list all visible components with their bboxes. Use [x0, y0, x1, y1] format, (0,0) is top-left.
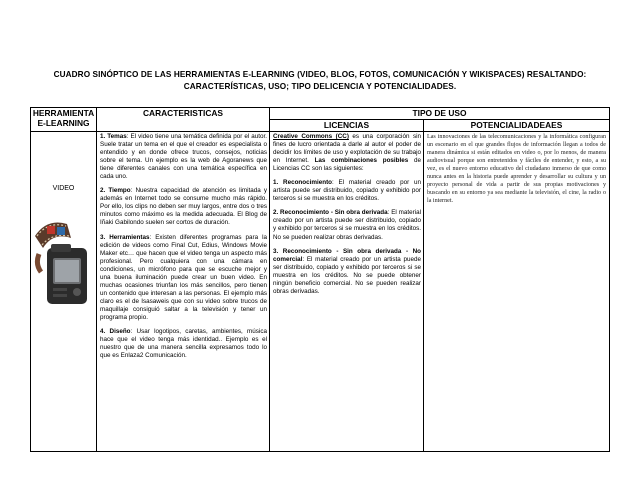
licencias-cell [270, 132, 424, 452]
licencias-intro: Creative Commons (CC) es una corporación sin fines de lucro orientada a darle al autor el poder de decidir los límites de uso y explotación de su trabajo en Internet. Las combinaciones posibles de Licencias CC son las siguientes: [273, 133, 422, 173]
camera-with-film-icon [33, 214, 95, 310]
caracteristica-item: 1. Temas: El video tiene una temática definida por el autor. Suele tratar un tema en el que el creador es especialista o entendido y en donde ofrece trucos, consejos, noticias sobre el tema. Un ejemplo es la web de Agoranews que tiene diferentes canales con una temática específica en cada uno. [100, 133, 267, 181]
page-title: CUADRO SINÓPTICO DE LAS HERRAMIENTAS E-LEARNING (VIDEO, BLOG, FOTOS, COMUNICACIÓN Y WIKISPACES) RESALTANDO: CARACTERÍSTICAS, USO; TIPO DELICENCIA Y POTENCIALIDADES. [53, 70, 587, 91]
caracteristicas-cell [97, 132, 270, 452]
caracteristica-item: 2. Tiempo: Nuestra capacidad de atención es limitada y además en Internet todo se consume mucho más rápido. Por ello, los clips no deben ser muy largos, entre dos o tres minutos como máximo es la medida adecuada. El Blog de Iñaki Gabilondo suelen ser cortos de duración. [100, 187, 267, 227]
synoptic-table [30, 107, 610, 452]
licencia-item: 1. Reconocimiento: El material creado por un artista puede ser distribuido, copiado y exhibido por terceros si se muestra en los créditos. [273, 179, 421, 203]
potencialidades-cell: Las innovaciones de las telecomunicaciones y la informática configuran un escenario en el que grandes flujos de información llegan a todos de manera dinámica si están editados en video o, por lo menos, de manera audiovisual porque son entretenidos y fáciles de entender, y esto, a su vez, es el nuevo entorno educativo del ciudadano inmerso de que como nunca antes en la historia puede aprender y desarrollar su cultura y un proyecto personal de vida a partir de sus propias motivaciones y buscando en su entorno ya sea mediante la televisión, el cine, la radio o la internet. [424, 132, 610, 452]
licencia-item: 3. Reconocimiento - Sin obra derivada - No comercial: El material creado por un artista puede ser distribuido, copiado y exhibido por terceros si se muestra en los créditos. No se puede obtener ningún beneficio comercial. No se pueden realizar obras derivadas. [273, 247, 421, 295]
caracteristica-item: 3. Herramientas: Existen diferentes programas para la edición de videos como Final Cut, Edius, Windows Movie Maker etc… que hacen que el video tenga un aspecto más profesional. Pero cualquiera con una cámara en condiciones, un micrófono para que se escuche mejor y una buena iluminación puede crear un buen video. En muchas ocasiones triunfan los más sencillos, pero tienen un contenido que interesan a las personas. El ejemplo más claro es el de Isasaweis que con su video sobre trucos de maquillaje consiguió saltar a la televisión y tener un programa propio. [100, 233, 267, 321]
header-licencias: LICENCIAS [270, 120, 424, 132]
header-tipo-uso: TIPO DE USO [270, 108, 610, 120]
tool-cell [31, 132, 97, 452]
creative-commons-link[interactable]: Creative Commons (CC) [273, 133, 349, 140]
tool-name: VIDEO [52, 185, 75, 192]
caracteristica-item: 4. Diseño: Usar logotipos, caretas, ambientes, música hace que el video tenga más identidad.. Ejemplo es el nuestro que de una manera sencilla expresamos todo lo que es Enlaza2 Comunicación. [100, 328, 267, 360]
header-herramienta: HERRAMIENTA E-LEARNING [31, 108, 97, 132]
header-potencialidades: POTENCIALIDADEAES [424, 120, 610, 132]
licencia-item: 2. Reconocimiento - Sin obra derivada: El material creado por un artista puede ser distribuido, copiado y exhibido por terceros si se muestra en los créditos. No se pueden realizar obras derivadas. [273, 209, 421, 241]
header-caracteristicas: CARACTERISTICAS [97, 108, 270, 132]
